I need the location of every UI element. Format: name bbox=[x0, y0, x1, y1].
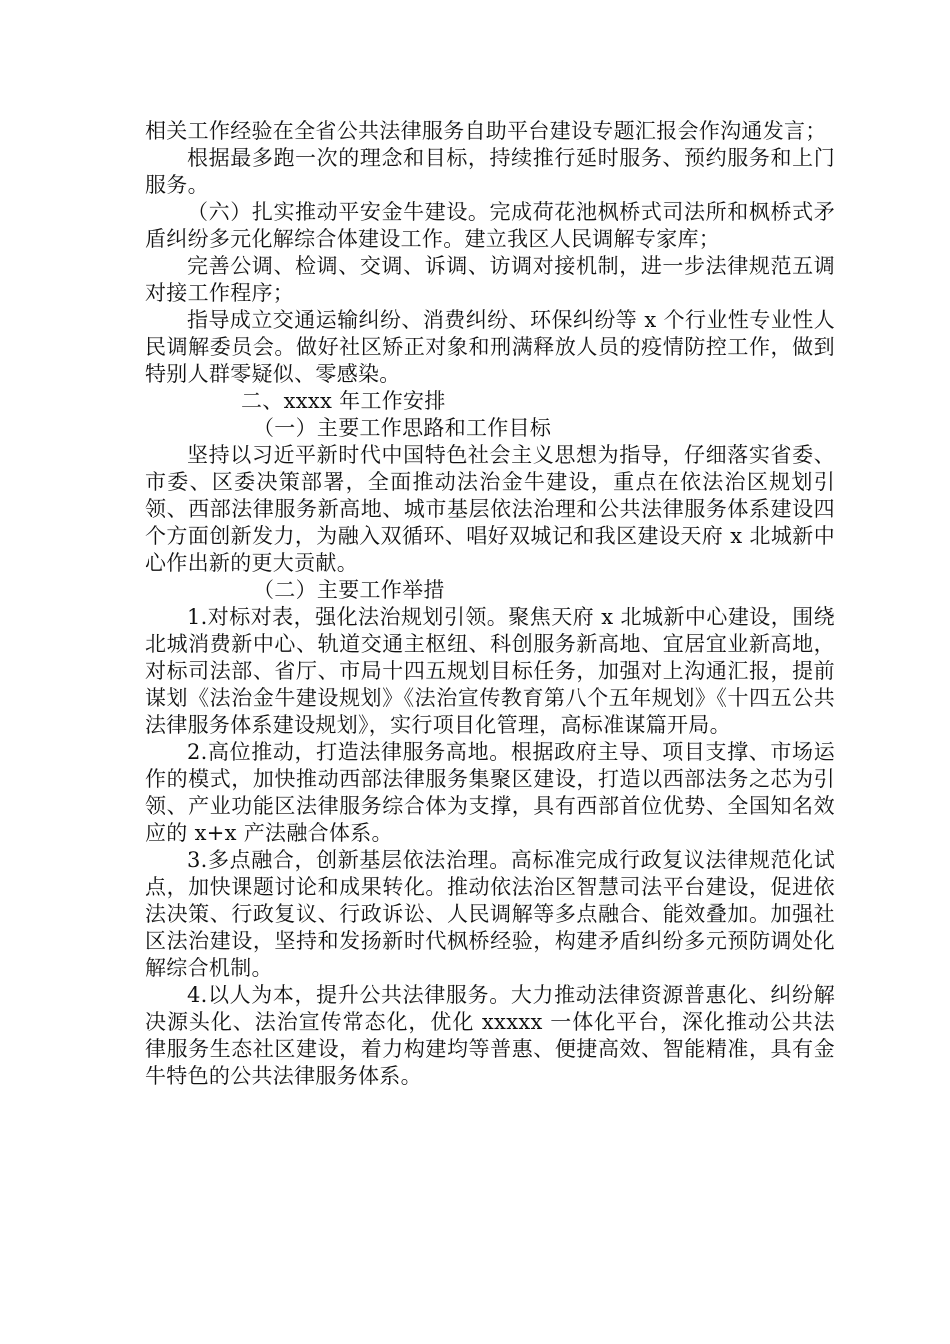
document-page bbox=[145, 118, 835, 1090]
paragraph-safe-jinniu: （六）扎实推动平安金牛建设。完成荷花池枫桥式司法所和枫桥式矛盾纠纷多元化解综合体建设工作。建立我区人民调解专家库； bbox=[145, 200, 835, 251]
subsection-heading-goals: （一）主要工作思路和工作目标 bbox=[253, 416, 552, 440]
paragraph-mediation-mechanism: 完善公调、检调、交调、诉调、访调对接机制，进一步法律规范五调对接工作程序； bbox=[145, 254, 835, 305]
paragraph-guiding-thought: 坚持以习近平新时代中国特色社会主义思想为指导，仔细落实省委、市委、区委决策部署，全面推动法治金牛建设，重点在依法治区规划引领、西部法律服务新高地、城市基层依法治理和公共法律服务体系建设四个方面创新发力，为融入双循环、唱好双城记和我区建设天府 x 北城新中心作出新的更大贡献。 bbox=[145, 443, 835, 575]
paragraph-service-mode: 根据最多跑一次的理念和目标，持续推行延时服务、预约服务和上门服务。 bbox=[145, 146, 835, 197]
section-heading-work-plan: 二、xxxx 年工作安排 bbox=[241, 389, 446, 413]
paragraph-measure-4: 4.以人为本，提升公共法律服务。大力推动法律资源普惠化、纠纷解决源头化、法治宣传常态化，优化 xxxxx 一体化平台，深化推动公共法律服务生态社区建设，着力构建均等普惠、便捷高效、智能精准，具有金牛特色的公共法律服务体系。 bbox=[145, 983, 835, 1088]
subsection-heading-measures: （二）主要工作举措 bbox=[253, 578, 445, 602]
paragraph-measure-2: 2.高位推动，打造法律服务高地。根据政府主导、项目支撑、市场运作的模式，加快推动西部法律服务集聚区建设，打造以西部法务之芯为引领、产业功能区法律服务综合体为支撑，具有西部首位优势、全国知名效应的 x+x 产法融合体系。 bbox=[145, 740, 835, 845]
paragraph-measure-1: 1.对标对表，强化法治规划引领。聚焦天府 x 北城新中心建设，围绕北城消费新中心、轨道交通主枢纽、科创服务新高地、宜居宜业新高地，对标司法部、省厅、市局十四五规划目标任务，加强对上沟通汇报，提前谋划《法治金牛建设规划》《法治宣传教育第八个五年规划》《十四五公共法律服务体系建设规划》，实行项目化管理，高标准谋篇开局。 bbox=[145, 605, 835, 737]
paragraph-measure-3: 3.多点融合，创新基层依法治理。高标准完成行政复议法律规范化试点，加快课题讨论和成果转化。推动依法治区智慧司法平台建设，促进依法决策、行政复议、行政诉讼、人民调解等多点融合、能效叠加。加强社区法治建设，坚持和发扬新时代枫桥经验，构建矛盾纠纷多元预防调处化解综合机制。 bbox=[145, 848, 835, 980]
paragraph-mediation-committee: 指导成立交通运输纠纷、消费纠纷、环保纠纷等 x 个行业性专业性人民调解委员会。做好社区矫正对象和刑满释放人员的疫情防控工作，做到特别人群零疑似、零感染。 bbox=[145, 308, 835, 386]
paragraph-continuation: 相关工作经验在全省公共法律服务自助平台建设专题汇报会作沟通发言； bbox=[145, 119, 827, 143]
